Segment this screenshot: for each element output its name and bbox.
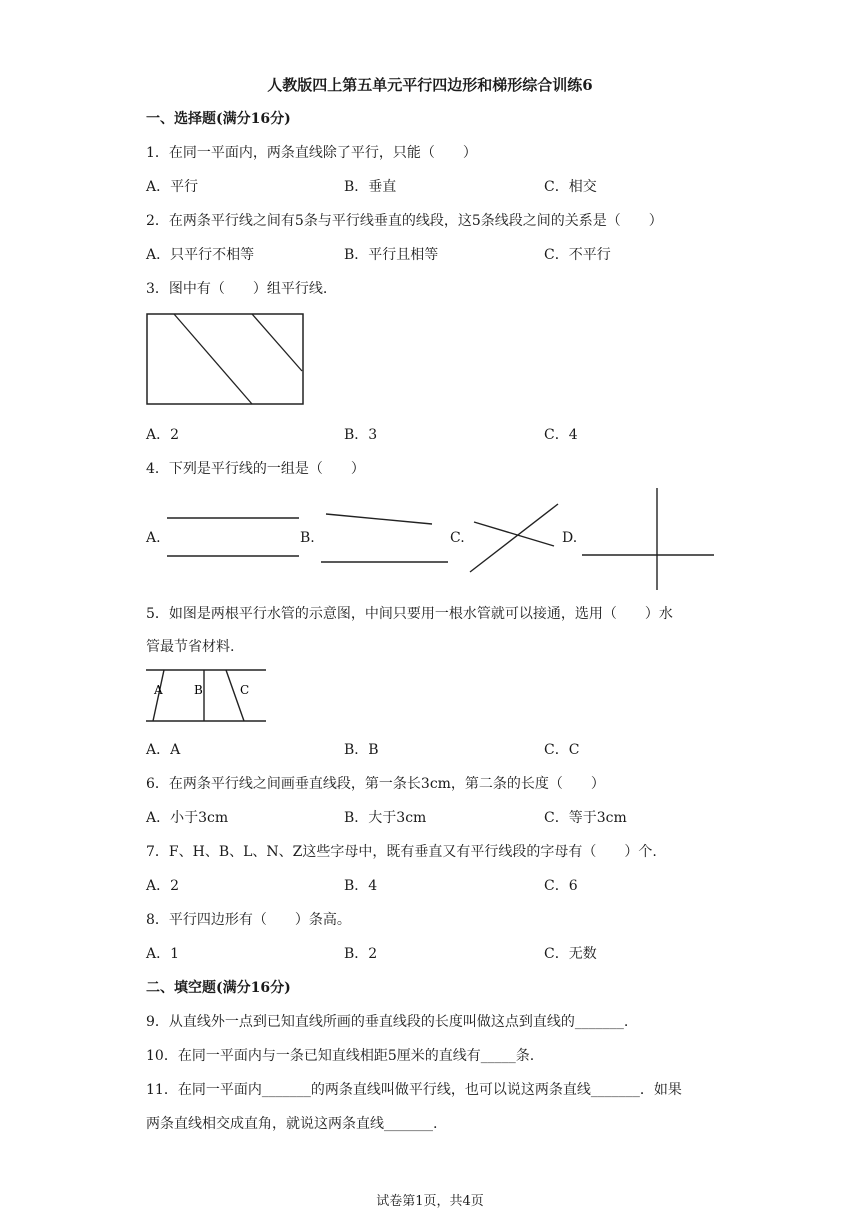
q2-option-a[interactable]: A．只平行不相等 [146, 247, 255, 263]
q7-option-c[interactable]: C．6 [544, 878, 578, 894]
q1-option-b[interactable]: B．垂直 [344, 179, 397, 195]
page-footer: 试卷第1页，共4页 [376, 1194, 484, 1209]
q5-option-c[interactable]: C．C [544, 742, 580, 758]
question-10: 10．在同一平面内与一条已知直线相距5厘米的直线有_____条. [146, 1048, 535, 1064]
q4-option-b-label[interactable]: B. [300, 530, 315, 546]
q4-option-a-label[interactable]: A. [146, 530, 161, 546]
q4-option-b-figure[interactable] [318, 508, 452, 566]
page-title: 人教版四上第五单元平行四边形和梯形综合训练6 [267, 76, 593, 94]
question-3: 3．图中有（ ）组平行线. [146, 281, 328, 297]
q6-option-b[interactable]: B．大于3cm [344, 810, 427, 826]
q7-option-a[interactable]: A．2 [146, 878, 180, 894]
q4-option-d-label[interactable]: D. [562, 530, 578, 546]
q5-option-b[interactable]: B．B [344, 742, 379, 758]
q3-option-a[interactable]: A．2 [146, 427, 180, 443]
q8-option-a[interactable]: A．1 [146, 946, 180, 962]
question-7: 7．F、H、B、L、N、Z这些字母中，既有垂直又有平行线段的字母有（ ）个. [146, 844, 657, 860]
q3-option-b[interactable]: B．3 [344, 427, 378, 443]
q2-option-c[interactable]: C．不平行 [544, 247, 611, 263]
q6-option-c[interactable]: C．等于3cm [544, 810, 627, 826]
question-5-line-2: 管最节省材料. [146, 639, 235, 655]
q5-water-pipe-figure [146, 664, 268, 726]
question-11-line-1: 11．在同一平面内_______的两条直线叫做平行线，也可以说这两条直线_______．如果 [146, 1082, 682, 1098]
q4-option-a-figure[interactable] [164, 510, 302, 562]
question-1: 1．在同一平面内，两条直线除了平行，只能（ ） [146, 145, 477, 161]
q4-option-c-label[interactable]: C. [450, 530, 465, 546]
q5-option-a[interactable]: A．A [146, 742, 181, 758]
q5-figure-label-b: B [194, 683, 203, 697]
q1-option-c[interactable]: C．相交 [544, 179, 597, 195]
question-2: 2．在两条平行线之间有5条与平行线垂直的线段，这5条线段之间的关系是（ ） [146, 213, 663, 229]
q4-option-d-figure[interactable] [580, 486, 716, 592]
question-4: 4．下列是平行线的一组是（ ） [146, 461, 365, 477]
q1-option-a[interactable]: A．平行 [146, 179, 199, 195]
q8-option-c[interactable]: C．无数 [544, 946, 597, 962]
q2-option-b[interactable]: B．平行且相等 [344, 247, 439, 263]
section-heading-fill: 二、填空题(满分16分) [146, 980, 291, 996]
section-heading-choice: 一、选择题(满分16分) [146, 111, 291, 127]
question-9: 9．从直线外一点到已知直线所画的垂直线段的长度叫做这点到直线的_______. [146, 1014, 629, 1030]
q3-option-c[interactable]: C．4 [544, 427, 578, 443]
q8-option-b[interactable]: B．2 [344, 946, 378, 962]
question-6: 6．在两条平行线之间画垂直线段，第一条长3cm，第二条的长度（ ） [146, 776, 605, 792]
q5-figure-label-c: C [240, 683, 250, 697]
q3-rectangle-figure [146, 313, 306, 407]
q4-option-c-figure[interactable] [466, 500, 562, 576]
q5-figure-label-a: A [154, 683, 163, 697]
q7-option-b[interactable]: B．4 [344, 878, 378, 894]
question-5-line-1: 5．如图是两根平行水管的示意图，中间只要用一根水管就可以接通，选用（ ）水 [146, 606, 673, 622]
question-8: 8．平行四边形有（ ）条高。 [146, 912, 351, 928]
question-11-line-2: 两条直线相交成直角，就说这两条直线_______. [146, 1116, 438, 1132]
q6-option-a[interactable]: A．小于3cm [146, 810, 229, 826]
